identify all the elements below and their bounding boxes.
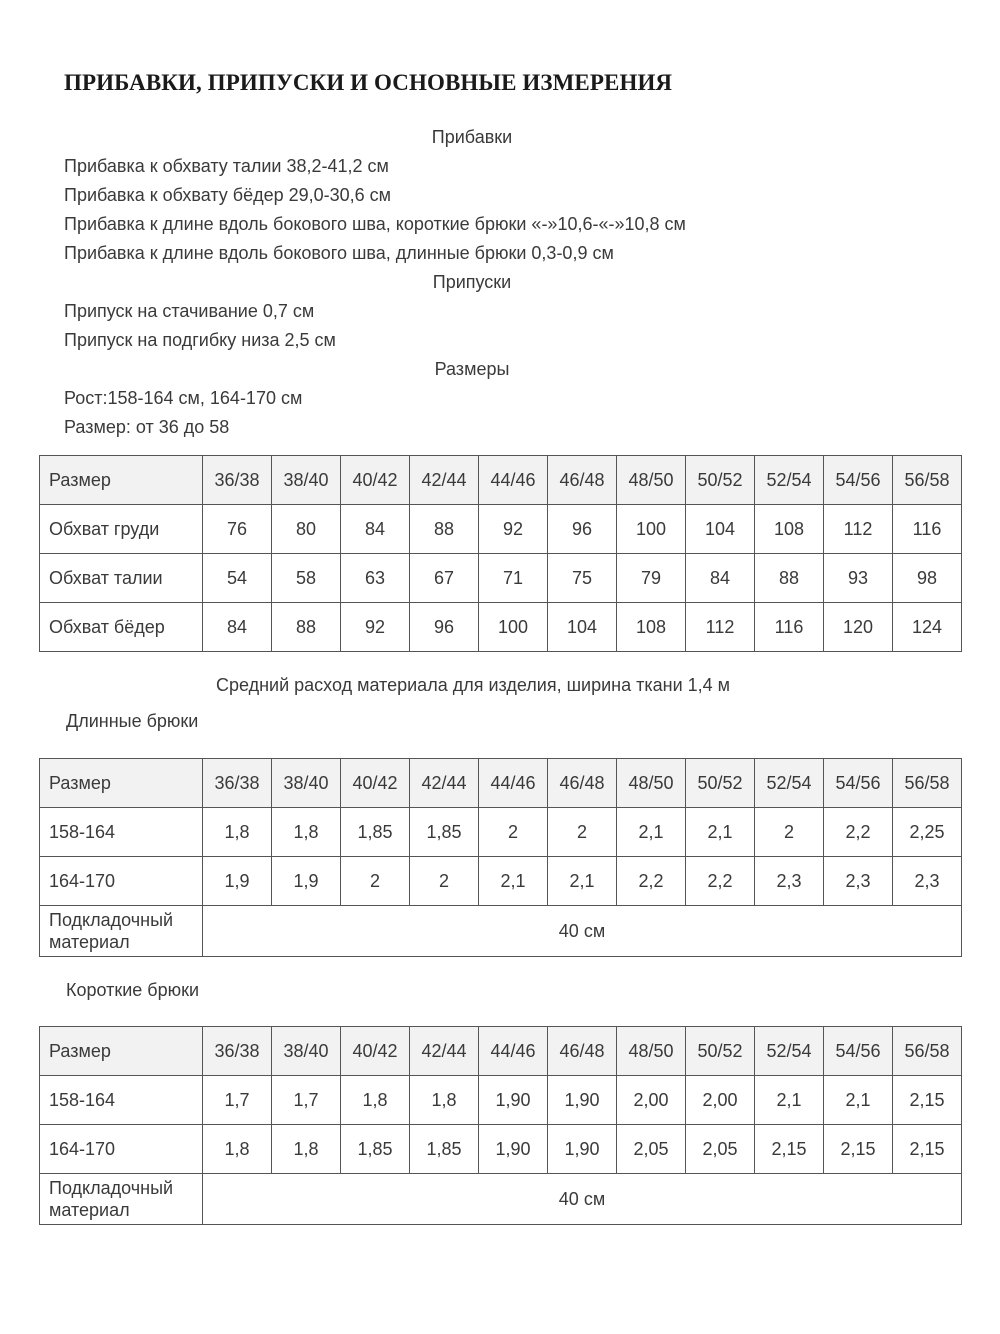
table-cell: 1,8 xyxy=(410,1076,479,1125)
table-cell: 96 xyxy=(548,505,617,554)
table-row xyxy=(40,857,962,906)
table-cell: 2,15 xyxy=(755,1125,824,1174)
table-cell: 63 xyxy=(341,554,410,603)
table-cell: 2,3 xyxy=(755,857,824,906)
table-cell: 58 xyxy=(272,554,341,603)
measurements-table xyxy=(39,455,962,652)
allowance-hips: Прибавка к обхвату бёдер 29,0-30,6 см xyxy=(64,185,392,205)
table-cell: 98 xyxy=(893,554,962,603)
row-label: 164-170 xyxy=(40,1125,203,1174)
table-cell: 2,2 xyxy=(686,857,755,906)
table-cell: 2 xyxy=(410,857,479,906)
header-cell: 54/56 xyxy=(824,1027,893,1076)
table-header-row xyxy=(40,759,962,808)
short-trousers-table xyxy=(39,1026,962,1225)
table-cell: 1,85 xyxy=(341,808,410,857)
table-cell: 76 xyxy=(203,505,272,554)
table-cell: 1,8 xyxy=(341,1076,410,1125)
lining-label-line2: материал xyxy=(49,932,130,952)
table-cell: 93 xyxy=(824,554,893,603)
header-cell: 50/52 xyxy=(686,1027,755,1076)
lining-label-line2: материал xyxy=(49,1200,130,1220)
header-cell: 50/52 xyxy=(686,456,755,505)
table-cell: 88 xyxy=(755,554,824,603)
table-cell: 1,85 xyxy=(341,1125,410,1174)
table-cell: 88 xyxy=(272,603,341,652)
lining-label-line1: Подкладочный xyxy=(49,1178,174,1198)
lining-row xyxy=(40,906,962,957)
allowances-heading: Прибавки xyxy=(431,127,513,147)
header-cell: 52/54 xyxy=(755,456,824,505)
table-cell: 79 xyxy=(617,554,686,603)
header-cell: 42/44 xyxy=(410,456,479,505)
table-header-row xyxy=(40,456,962,505)
allowance-long-length: Прибавка к длине вдоль бокового шва, длинные брюки 0,3-0,9 см xyxy=(64,243,614,263)
table-cell: 2,00 xyxy=(686,1076,755,1125)
table-cell: 2,05 xyxy=(617,1125,686,1174)
header-cell: 40/42 xyxy=(341,759,410,808)
table-cell: 104 xyxy=(548,603,617,652)
hem-allowance: Припуск на подгибку низа 2,5 см xyxy=(64,330,336,350)
table-cell: 2,1 xyxy=(617,808,686,857)
header-cell: 52/54 xyxy=(755,1027,824,1076)
header-cell: 44/46 xyxy=(479,759,548,808)
table-cell: 1,90 xyxy=(479,1125,548,1174)
table-cell: 2,1 xyxy=(548,857,617,906)
header-cell: 40/42 xyxy=(341,1027,410,1076)
table-row xyxy=(40,603,962,652)
table-cell: 100 xyxy=(479,603,548,652)
table-header-row xyxy=(40,1027,962,1076)
table-cell: 2,2 xyxy=(824,808,893,857)
table-cell: 2,05 xyxy=(686,1125,755,1174)
table-cell: 112 xyxy=(824,505,893,554)
header-cell: Размер xyxy=(40,1027,203,1076)
table-cell: 2 xyxy=(548,808,617,857)
row-label: 164-170 xyxy=(40,857,203,906)
table-cell: 1,90 xyxy=(548,1125,617,1174)
row-label: 158-164 xyxy=(40,808,203,857)
table-cell: 2 xyxy=(479,808,548,857)
table-cell: 104 xyxy=(686,505,755,554)
header-cell: 50/52 xyxy=(686,759,755,808)
header-cell: 56/58 xyxy=(893,456,962,505)
header-cell: 36/38 xyxy=(203,456,272,505)
table-cell: 1,8 xyxy=(272,1125,341,1174)
table-row xyxy=(40,1076,962,1125)
short-trousers-label: Короткие брюки xyxy=(66,980,200,1000)
table-cell: 2,25 xyxy=(893,808,962,857)
table-cell: 2,15 xyxy=(824,1125,893,1174)
size-range: Размер: от 36 до 58 xyxy=(64,417,230,437)
table-cell: 84 xyxy=(203,603,272,652)
row-label: Обхват груди xyxy=(40,505,203,554)
table-cell: 88 xyxy=(410,505,479,554)
table-cell: 120 xyxy=(824,603,893,652)
header-cell: 48/50 xyxy=(617,456,686,505)
lining-value: 40 см xyxy=(203,906,962,957)
table-cell: 116 xyxy=(755,603,824,652)
allowance-short-length: Прибавка к длине вдоль бокового шва, короткие брюки «-»10,6-«-»10,8 см xyxy=(64,214,686,234)
table-cell: 80 xyxy=(272,505,341,554)
header-cell: 38/40 xyxy=(272,759,341,808)
lining-value: 40 см xyxy=(203,1174,962,1225)
header-cell: 36/38 xyxy=(203,759,272,808)
row-label: 158-164 xyxy=(40,1076,203,1125)
seam-allowance: Припуск на стачивание 0,7 см xyxy=(64,301,315,321)
table-cell: 54 xyxy=(203,554,272,603)
lining-label-line1: Подкладочный xyxy=(49,910,174,930)
table-cell: 112 xyxy=(686,603,755,652)
height-range: Рост:158-164 см, 164-170 см xyxy=(64,388,303,408)
consumption-heading: Средний расход материала для изделия, ширина ткани 1,4 м xyxy=(215,675,731,695)
long-trousers-table xyxy=(39,758,962,957)
lining-row xyxy=(40,1174,962,1225)
header-cell: 56/58 xyxy=(893,759,962,808)
table-cell: 2,1 xyxy=(824,1076,893,1125)
row-label: Обхват бёдер xyxy=(40,603,203,652)
header-cell: 40/42 xyxy=(341,456,410,505)
header-cell: 52/54 xyxy=(755,759,824,808)
table-cell: 1,90 xyxy=(548,1076,617,1125)
table-cell: 96 xyxy=(410,603,479,652)
lining-label xyxy=(40,1174,203,1225)
header-cell: 42/44 xyxy=(410,759,479,808)
table-cell: 124 xyxy=(893,603,962,652)
table-cell: 1,85 xyxy=(410,1125,479,1174)
table-row xyxy=(40,554,962,603)
table-row xyxy=(40,505,962,554)
page-title: ПРИБАВКИ, ПРИПУСКИ И ОСНОВНЫЕ ИЗМЕРЕНИЯ xyxy=(64,70,673,95)
long-trousers-label: Длинные брюки xyxy=(66,711,199,731)
header-cell: 42/44 xyxy=(410,1027,479,1076)
lining-label xyxy=(40,906,203,957)
table-cell: 75 xyxy=(548,554,617,603)
table-cell: 2 xyxy=(341,857,410,906)
table-cell: 84 xyxy=(686,554,755,603)
seams-heading: Припуски xyxy=(432,272,512,292)
table-cell: 1,9 xyxy=(203,857,272,906)
header-cell: Размер xyxy=(40,759,203,808)
table-cell: 92 xyxy=(479,505,548,554)
table-cell: 67 xyxy=(410,554,479,603)
header-cell: 54/56 xyxy=(824,456,893,505)
table-cell: 1,7 xyxy=(203,1076,272,1125)
header-cell: 44/46 xyxy=(479,456,548,505)
sizes-heading: Размеры xyxy=(434,359,510,379)
header-cell: 48/50 xyxy=(617,759,686,808)
table-cell: 2,3 xyxy=(824,857,893,906)
table-cell: 108 xyxy=(617,603,686,652)
allowance-waist: Прибавка к обхвату талии 38,2-41,2 см xyxy=(64,156,389,176)
table-cell: 1,8 xyxy=(272,808,341,857)
header-cell: 36/38 xyxy=(203,1027,272,1076)
table-cell: 1,8 xyxy=(203,808,272,857)
table-cell: 1,85 xyxy=(410,808,479,857)
header-cell: 56/58 xyxy=(893,1027,962,1076)
table-cell: 100 xyxy=(617,505,686,554)
header-cell: Размер xyxy=(40,456,203,505)
table-cell: 108 xyxy=(755,505,824,554)
table-cell: 2,3 xyxy=(893,857,962,906)
row-label: Обхват талии xyxy=(40,554,203,603)
table-row xyxy=(40,1125,962,1174)
table-cell: 2 xyxy=(755,808,824,857)
header-cell: 46/48 xyxy=(548,1027,617,1076)
table-row xyxy=(40,808,962,857)
table-cell: 2,1 xyxy=(479,857,548,906)
table-cell: 116 xyxy=(893,505,962,554)
header-cell: 38/40 xyxy=(272,1027,341,1076)
table-cell: 84 xyxy=(341,505,410,554)
header-cell: 46/48 xyxy=(548,456,617,505)
table-cell: 71 xyxy=(479,554,548,603)
table-cell: 1,8 xyxy=(203,1125,272,1174)
header-cell: 48/50 xyxy=(617,1027,686,1076)
table-cell: 1,90 xyxy=(479,1076,548,1125)
table-cell: 92 xyxy=(341,603,410,652)
header-cell: 54/56 xyxy=(824,759,893,808)
table-cell: 2,00 xyxy=(617,1076,686,1125)
table-cell: 1,7 xyxy=(272,1076,341,1125)
table-cell: 2,2 xyxy=(617,857,686,906)
table-cell: 1,9 xyxy=(272,857,341,906)
table-cell: 2,15 xyxy=(893,1125,962,1174)
header-cell: 38/40 xyxy=(272,456,341,505)
table-cell: 2,15 xyxy=(893,1076,962,1125)
table-cell: 2,1 xyxy=(755,1076,824,1125)
header-cell: 46/48 xyxy=(548,759,617,808)
table-cell: 2,1 xyxy=(686,808,755,857)
header-cell: 44/46 xyxy=(479,1027,548,1076)
